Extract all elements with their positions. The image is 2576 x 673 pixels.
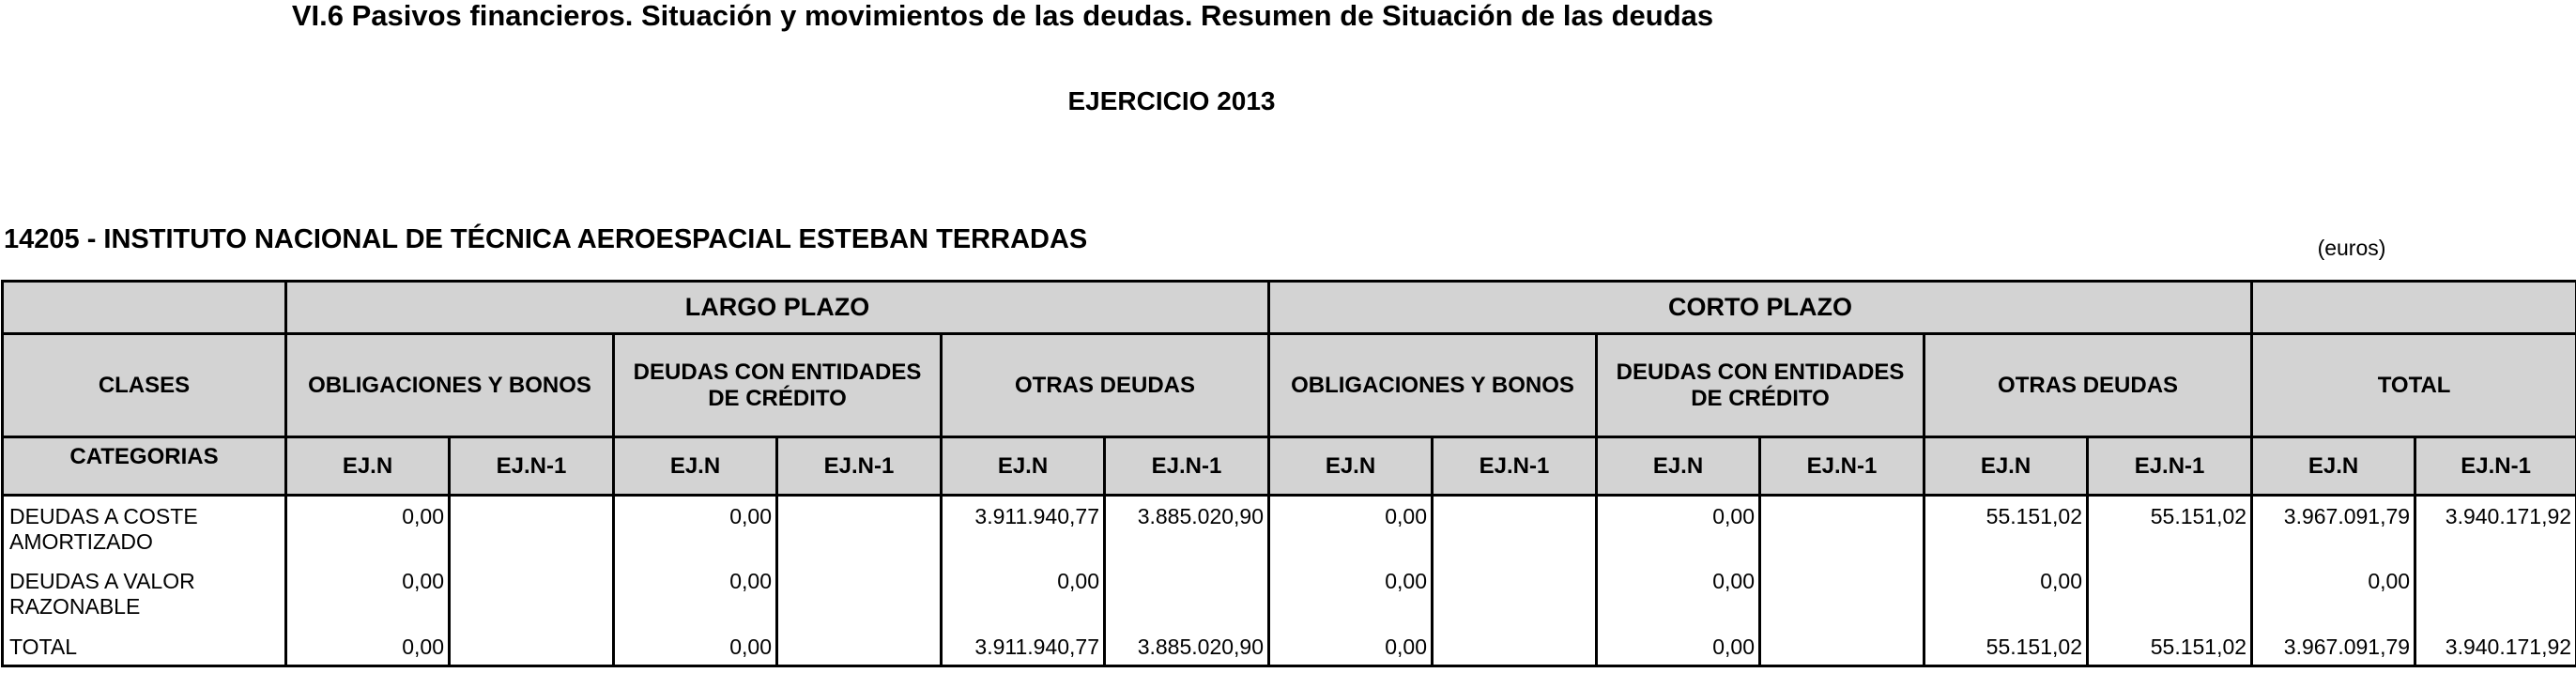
page-title: VI.6 Pasivos financieros. Situación y movimientos de las deudas. Resumen de Situación de las deudas — [291, 0, 1714, 32]
header-ej-n: EJ.N — [1597, 437, 1760, 496]
table-cell: 3.940.171,92 — [2415, 627, 2576, 666]
header-ej-n1: EJ.N-1 — [450, 437, 614, 496]
group-header-total-blank — [2252, 282, 2576, 334]
header-lp-deudas-entidades: DEUDAS CON ENTIDADES DE CRÉDITO — [614, 334, 942, 437]
table-cell: 3.911.940,77 — [942, 496, 1105, 561]
header-ej-n1: EJ.N-1 — [1105, 437, 1269, 496]
table-cell: 55.151,02 — [1924, 496, 2088, 561]
table-row — [3, 496, 2576, 561]
table-cell: 55.151,02 — [2088, 496, 2252, 561]
fiscal-year: EJERCICIO 2013 — [1067, 86, 1276, 115]
header-ej-n1: EJ.N-1 — [1760, 437, 1924, 496]
table-cell: 0,00 — [1269, 496, 1433, 561]
table-cell — [777, 496, 942, 561]
header-cp-obligaciones: OBLIGACIONES Y BONOS — [1269, 334, 1597, 437]
table-cell: 55.151,02 — [2088, 627, 2252, 666]
table-cell — [777, 561, 942, 627]
table-cell — [450, 627, 614, 666]
row-label: DEUDAS A COSTE AMORTIZADO — [3, 496, 286, 561]
table-cell: 0,00 — [1924, 561, 2088, 627]
header-ej-n: EJ.N — [614, 437, 777, 496]
currency-units: (euros) — [2317, 236, 2386, 260]
table-cell: 0,00 — [1597, 627, 1760, 666]
group-header-corto-plazo: CORTO PLAZO — [1269, 282, 2252, 334]
row-label: TOTAL — [3, 627, 286, 666]
table-cell: 3.911.940,77 — [942, 627, 1105, 666]
header-categorias: CATEGORIAS — [3, 437, 286, 496]
table-cell: 0,00 — [942, 561, 1105, 627]
header-ej-n: EJ.N — [1269, 437, 1433, 496]
header-clases: CLASES — [3, 334, 286, 437]
header-ej-n1: EJ.N-1 — [2088, 437, 2252, 496]
table-cell: 3.967.091,79 — [2252, 496, 2415, 561]
header-total: TOTAL — [2252, 334, 2576, 437]
table-cell — [2088, 561, 2252, 627]
table-cell: 0,00 — [2252, 561, 2415, 627]
table-cell — [1760, 627, 1924, 666]
table-cell: 0,00 — [1269, 561, 1433, 627]
table-cell: 0,00 — [614, 496, 777, 561]
table-row — [3, 561, 2576, 627]
header-ej-n1: EJ.N-1 — [2415, 437, 2576, 496]
table-cell — [1760, 496, 1924, 561]
corner-cell — [3, 282, 286, 334]
table-cell — [1105, 561, 1269, 627]
table-cell: 55.151,02 — [1924, 627, 2088, 666]
header-ej-n: EJ.N — [286, 437, 450, 496]
table-cell: 0,00 — [286, 496, 450, 561]
header-ej-n: EJ.N — [2252, 437, 2415, 496]
table-cell: 0,00 — [614, 561, 777, 627]
header-ej-n: EJ.N — [942, 437, 1105, 496]
debt-summary-table — [1, 280, 2576, 667]
entity-name: 14205 - INSTITUTO NACIONAL DE TÉCNICA AEROESPACIAL ESTEBAN TERRADAS — [4, 224, 1088, 254]
header-lp-obligaciones: OBLIGACIONES Y BONOS — [286, 334, 614, 437]
header-cp-deudas-entidades: DEUDAS CON ENTIDADES DE CRÉDITO — [1597, 334, 1924, 437]
table-cell — [1433, 496, 1597, 561]
header-ej-n: EJ.N — [1924, 437, 2088, 496]
row-label: DEUDAS A VALOR RAZONABLE — [3, 561, 286, 627]
table-cell: 0,00 — [286, 627, 450, 666]
table-cell — [450, 496, 614, 561]
header-lp-otras-deudas: OTRAS DEUDAS — [942, 334, 1269, 437]
table-cell: 0,00 — [286, 561, 450, 627]
header-cp-otras-deudas: OTRAS DEUDAS — [1924, 334, 2252, 437]
table-cell: 0,00 — [1269, 627, 1433, 666]
group-header-largo-plazo: LARGO PLAZO — [286, 282, 1269, 334]
table-cell: 3.967.091,79 — [2252, 627, 2415, 666]
table-cell — [2415, 561, 2576, 627]
table-cell — [450, 561, 614, 627]
table-cell: 3.940.171,92 — [2415, 496, 2576, 561]
table-cell: 0,00 — [1597, 561, 1760, 627]
table-cell — [1433, 627, 1597, 666]
table-cell — [777, 627, 942, 666]
header-ej-n1: EJ.N-1 — [1433, 437, 1597, 496]
table-cell: 3.885.020,90 — [1105, 627, 1269, 666]
table-cell — [1760, 561, 1924, 627]
table-cell: 3.885.020,90 — [1105, 496, 1269, 561]
header-ej-n1: EJ.N-1 — [777, 437, 942, 496]
table-cell — [1433, 561, 1597, 627]
table-cell: 0,00 — [614, 627, 777, 666]
table-row-total — [3, 627, 2576, 666]
table-cell: 0,00 — [1597, 496, 1760, 561]
